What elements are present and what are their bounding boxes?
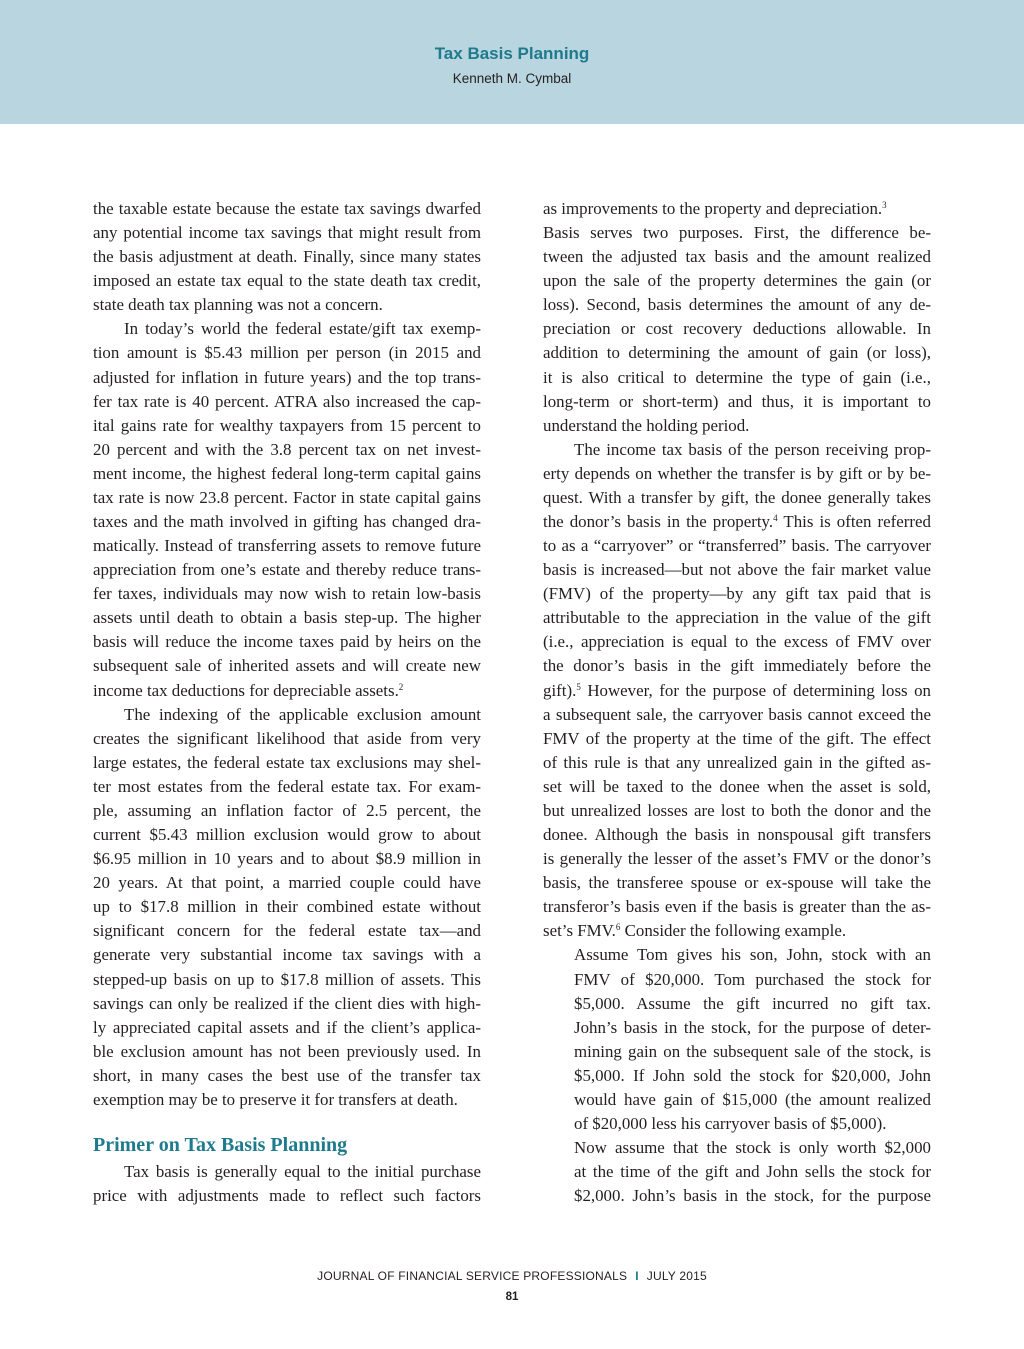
text-line: significant concern for the federal estate tax—and	[93, 921, 481, 941]
text-line: state death tax planning was not a concern.	[93, 295, 383, 315]
text-line: ital gains rate for wealthy taxpayers from 15 percent to	[93, 415, 481, 435]
text-line: 20 percent and with the 3.8 percent tax on net invest-	[93, 439, 481, 459]
right-column	[543, 197, 931, 1208]
footnote-ref[interactable]: 3	[882, 200, 887, 210]
paragraph	[93, 197, 481, 317]
journal-name: JOURNAL OF FINANCIAL SERVICE PROFESSIONALS	[317, 1269, 628, 1283]
running-title: Tax Basis Planning	[434, 44, 590, 63]
text-line: gift).$^5$ However, for the purpose of determining loss on	[543, 680, 931, 700]
text-line: FMV of the property at the time of the gift. The effect	[543, 728, 931, 748]
footer	[0, 1269, 1024, 1283]
text-line: price with adjustments made to reflect such factors	[93, 1186, 481, 1206]
section-heading: Primer on Tax Basis Planning	[93, 1133, 348, 1156]
footer-separator: I	[635, 1269, 639, 1283]
paragraph	[93, 703, 481, 1112]
text-line: $6.95 million in 10 years and to about $8.9 million in	[93, 849, 481, 869]
text-line: up to $17.8 million in their combined estate without	[93, 897, 481, 917]
text-line: $2,000. John’s basis in the stock, for the purpose	[574, 1186, 931, 1206]
text-line: any potential income tax savings that might result from	[93, 223, 481, 243]
text-line: (i.e., appreciation is equal to the excess of FMV over	[543, 632, 931, 652]
text-line: short, in many cases the best use of the transfer tax	[93, 1065, 481, 1085]
text-line: savings can only be realized if the client dies with high-	[93, 993, 481, 1013]
text-line: the donor’s basis in the gift immediately before the	[543, 656, 931, 676]
text-line: stepped-up basis on up to $17.8 million of assets. This	[93, 969, 481, 989]
footnote-ref[interactable]: 2	[398, 681, 404, 692]
text-line: Basis serves two purposes. First, the difference be-	[543, 223, 931, 243]
text-line: tion amount is $5.43 million per person (in 2015 and	[93, 343, 481, 363]
text-line: fer taxes, individuals may now wish to retain low-basis	[93, 584, 481, 604]
text-line: upon the sale of the property determines the gain (or	[543, 271, 931, 291]
example-block	[543, 943, 931, 1208]
text-line: The indexing of the applicable exclusion amount	[124, 704, 481, 724]
text-line: the taxable estate because the estate tax savings dwarfed	[93, 199, 481, 218]
text-line: $5,000. Assume the gift incurred no gift tax.	[574, 993, 931, 1013]
text-line: of $20,000 less his carryover basis of $5,000).	[574, 1113, 887, 1133]
paragraph	[543, 438, 931, 944]
text-line: transferor’s basis even if the basis is greater than the as-	[543, 897, 931, 917]
footnote-ref[interactable]: 6	[615, 922, 621, 933]
paragraph	[93, 1160, 481, 1208]
paragraph	[93, 317, 481, 702]
header-banner	[0, 0, 1024, 124]
text-line: tax rate is now 23.8 percent. Factor in state capital gains	[93, 487, 481, 507]
text-line: ble exclusion amount has not been previously used. In	[93, 1041, 481, 1061]
text-line: generate very substantial income tax savings with a	[93, 945, 481, 965]
text-line: $5,000. If John sold the stock for $20,000, John	[574, 1065, 931, 1085]
text-line: 20 years. At that point, a married couple could have	[93, 873, 481, 893]
text-line: of this rule is that any unrealized gain in the gifted as-	[543, 752, 931, 772]
text-line: set’s FMV.$^6$ Consider the following example.	[543, 921, 847, 941]
text-line: a subsequent sale, the carryover basis cannot exceed the	[543, 704, 931, 724]
text-line: long-term or short-term) and thus, it is important to	[543, 391, 931, 411]
text-line: it is also critical to determine the type of gain (i.e.,	[543, 367, 931, 387]
paragraph	[543, 197, 931, 438]
text-line: large estates, the federal estate tax exclusions may shel-	[93, 752, 481, 772]
text-line: Now assume that the stock is only worth $2,000	[574, 1138, 931, 1158]
footnote-ref[interactable]: 5	[576, 681, 581, 692]
text-line: tween the adjusted tax basis and the amount realized	[543, 247, 931, 267]
text-line: Tax basis is generally equal to the initial purchase	[124, 1161, 481, 1181]
text-line: attributable to the appreciation in the value of the gift	[543, 608, 931, 628]
text-line: FMV of $20,000. Tom purchased the stock for	[574, 969, 931, 989]
text-line: understand the holding period.	[543, 415, 750, 435]
text-line: donee. Although the basis in nonspousal gift transfers	[543, 825, 931, 845]
text-line: basis is increased—but not above the fair market value	[543, 560, 931, 580]
text-line: imposed an estate tax equal to the state death tax credit,	[93, 271, 481, 291]
text-line: appreciation from one’s estate and thereby reduce trans-	[93, 560, 481, 580]
text-line: income tax deductions for depreciable assets.$^2$	[93, 680, 404, 700]
text-line: loss). Second, basis determines the amount of any de-	[543, 295, 931, 315]
text-line: basis, the transferee spouse or ex-spouse will take the	[543, 873, 931, 893]
text-line: mining gain on the subsequent sale of the stock, is	[574, 1041, 931, 1061]
text-line: the basis adjustment at death. Finally, since many states	[93, 247, 481, 267]
text-line: would have gain of $15,000 (the amount realized	[574, 1089, 931, 1109]
text-line: at the time of the gift and John sells the stock for	[574, 1162, 931, 1182]
text-line: fer tax rate is 40 percent. ATRA also increased the cap-	[93, 391, 481, 411]
text-line: ter most estates from the federal estate tax. For exam-	[93, 776, 481, 796]
text-line: preciation or cost recovery deductions allowable. In	[543, 319, 931, 339]
text-line: quest. With a transfer by gift, the donee generally takes	[543, 487, 931, 507]
text-line: taxes and the math involved in gifting has changed dra-	[93, 512, 481, 532]
left-column	[93, 197, 481, 1208]
text-line: John’s basis in the stock, for the purpose of deter-	[574, 1017, 931, 1037]
text-line: to as a “carryover” or “transferred” basis. The carryover	[543, 536, 931, 556]
page-number: 81	[505, 1291, 519, 1303]
text-line: In today’s world the federal estate/gift tax exemp-	[124, 319, 481, 339]
text-line: ment income, the highest federal long-term capital gains	[93, 463, 481, 483]
text-line: basis will reduce the income taxes paid by heirs on the	[93, 632, 481, 652]
text-line: erty depends on whether the transfer is by gift or by be-	[543, 463, 931, 483]
text-line: creates the significant likelihood that aside from very	[93, 728, 481, 748]
text-line: ple, assuming an inflation factor of 2.5 percent, the	[93, 800, 481, 820]
text-line: is generally the lesser of the asset’s FMV or the donor’s	[543, 849, 931, 869]
text-line: the donor’s basis in the property.$^4$ This is often referred	[543, 512, 931, 532]
text-line: set will be taxed to the donee when the asset is sold,	[543, 776, 931, 796]
text-line: The income tax basis of the person receiving prop-	[574, 439, 931, 459]
text-line: adjusted for inflation in future years) and the top trans-	[93, 367, 481, 387]
text-line: exemption may be to preserve it for transfers at death.	[93, 1089, 458, 1109]
issue-date: JULY 2015	[646, 1269, 707, 1283]
footnote-ref[interactable]: 4	[773, 513, 778, 524]
text-line: ly appreciated capital assets and if the client’s applica-	[93, 1017, 481, 1037]
text-line: assets until death to obtain a basis step-up. The higher	[93, 608, 481, 628]
text-line: as improvements to the property and depreciation.$^3$	[543, 199, 887, 218]
text-line: current $5.43 million exclusion would grow to about	[93, 825, 481, 845]
text-line: addition to determining the amount of gain (or loss),	[543, 343, 931, 363]
text-line: Assume Tom gives his son, John, stock with an	[574, 945, 931, 965]
text-line: (FMV) of the property—by any gift tax paid that is	[543, 584, 931, 604]
author-name: Kenneth M. Cymbal	[452, 71, 572, 86]
text-line: but unrealized losses are lost to both the donor and the	[543, 800, 931, 820]
text-line: matically. Instead of transferring assets to remove future	[93, 536, 481, 556]
text-line: subsequent sale of inherited assets and will create new	[93, 656, 481, 676]
